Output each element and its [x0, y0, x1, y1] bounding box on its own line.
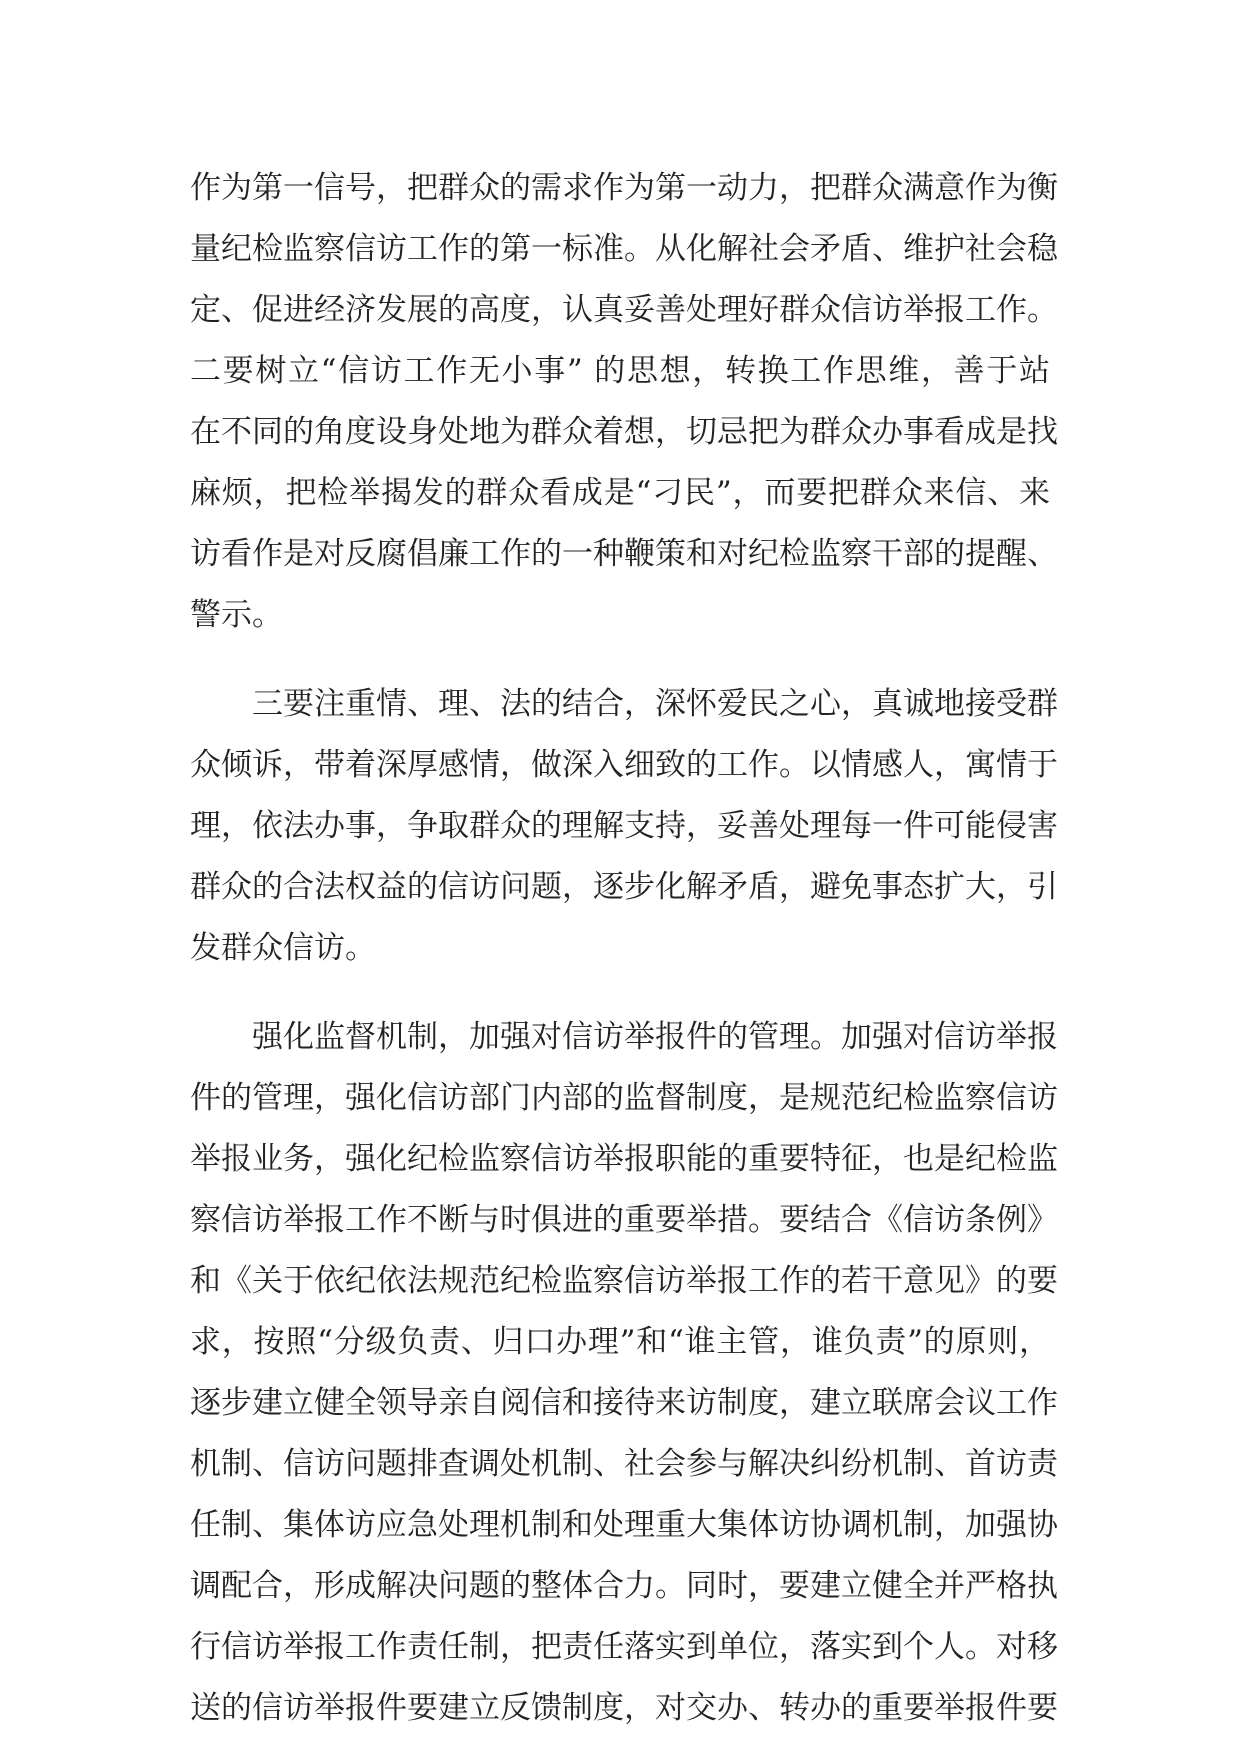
- text-line: 行信访举报工作责任制，把责任落实到单位，落实到个人。对移: [190, 1629, 1058, 1665]
- text-line: 机制、信访问题排查调处机制、社会参与解决纠纷机制、首访责: [190, 1446, 1058, 1482]
- text-line: 定、促进经济发展的高度，认真妥善处理好群众信访举报工作。: [190, 292, 1058, 328]
- text-line: 和《关于依纪依法规范纪检监察信访举报工作的若干意见》的要: [190, 1263, 1058, 1299]
- paragraph: [190, 158, 1058, 646]
- text-line: 件的管理，强化信访部门内部的监督制度，是规范纪检监察信访: [190, 1080, 1058, 1116]
- text-line: 察信访举报工作不断与时俱进的重要举措。要结合《信访条例》: [190, 1202, 1058, 1238]
- document-body: [190, 158, 1058, 1739]
- paragraph: [190, 1007, 1058, 1739]
- paragraph: [190, 674, 1058, 979]
- text-line: 调配合，形成解决问题的整体合力。同时，要建立健全并严格执: [190, 1568, 1058, 1604]
- text-line: 举报业务，强化纪检监察信访举报职能的重要特征，也是纪检监: [190, 1141, 1058, 1177]
- text-line: 群众的合法权益的信访问题，逐步化解矛盾，避免事态扩大，引: [190, 869, 1058, 905]
- text-line: 任制、集体访应急处理机制和处理重大集体访协调机制，加强协: [190, 1507, 1058, 1543]
- text-line: 在不同的角度设身处地为群众着想，切忌把为群众办事看成是找: [190, 414, 1058, 450]
- text-line: 二要树立“信访工作无小事” 的思想，转换工作思维，善于站: [190, 353, 1050, 389]
- text-line: 三要注重情、理、法的结合，深怀爱民之心，真诚地接受群: [252, 686, 1058, 722]
- text-line: 量纪检监察信访工作的第一标准。从化解社会矛盾、维护社会稳: [190, 231, 1058, 267]
- text-line: 众倾诉，带着深厚感情，做深入细致的工作。以情感人，寓情于: [190, 747, 1058, 783]
- text-line: 强化监督机制，加强对信访举报件的管理。加强对信访举报: [252, 1019, 1058, 1055]
- text-line: 求，按照“分级负责、归口办理”和“谁主管，谁负责”的原则，: [190, 1324, 1050, 1360]
- text-line: 访看作是对反腐倡廉工作的一种鞭策和对纪检监察干部的提醒、: [190, 536, 1058, 572]
- text-line: 送的信访举报件要建立反馈制度，对交办、转办的重要举报件要: [190, 1690, 1058, 1726]
- text-line: 理，依法办事，争取群众的理解支持，妥善处理每一件可能侵害: [190, 808, 1058, 844]
- text-line: 作为第一信号，把群众的需求作为第一动力，把群众满意作为衡: [190, 170, 1058, 206]
- text-line: 麻烦，把检举揭发的群众看成是“刁民”，而要把群众来信、来: [190, 475, 1050, 511]
- text-line: 逐步建立健全领导亲自阅信和接待来访制度，建立联席会议工作: [190, 1385, 1058, 1421]
- text-line: 警示。: [190, 597, 283, 633]
- paragraph-gap: [190, 979, 1050, 1007]
- paragraph-gap: [190, 646, 1050, 674]
- text-line: 发群众信访。: [190, 930, 376, 966]
